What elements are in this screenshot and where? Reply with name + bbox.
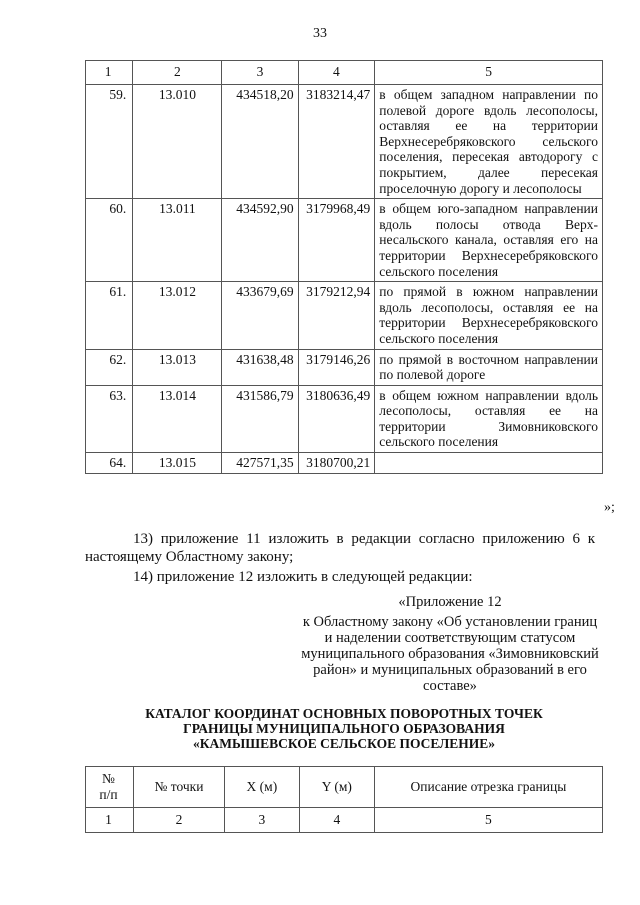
point-number: 13.013	[133, 349, 222, 385]
catalog-heading-line: КАТАЛОГ КООРДИНАТ ОСНОВНЫХ ПОВОРОТНЫХ ТОЧЕК	[145, 706, 543, 721]
paragraph-13: 13) приложение 11 изложить в редакции согласно приложению 6 к настоящему Областному закону;	[85, 531, 595, 565]
point-number: 13.014	[133, 385, 222, 452]
header-description: Описание отрезка границы	[374, 767, 602, 808]
column-number-row	[86, 808, 603, 833]
x-coordinate: 431638,48	[222, 349, 298, 385]
y-coordinate: 3179146,26	[298, 349, 375, 385]
y-coordinate: 3179968,49	[298, 199, 375, 282]
row-number: 60.	[86, 199, 133, 282]
segment-description: по прямой в восточном направлении по полевой дороге	[375, 349, 603, 385]
table-row	[86, 85, 603, 199]
appendix-title: «Приложение 12	[398, 594, 502, 610]
catalog-table	[85, 766, 603, 833]
paragraph-14: 14) приложение 12 изложить в следующей редакции:	[133, 569, 473, 585]
catalog-heading-line: «КАМЫШЕВСКОЕ СЕЛЬСКОЕ ПОСЕЛЕНИЕ»	[192, 736, 496, 751]
table-row	[86, 199, 603, 282]
page-number: 33	[313, 26, 327, 41]
point-number: 13.010	[133, 85, 222, 199]
row-number: 61.	[86, 282, 133, 349]
y-coordinate: 3180636,49	[298, 385, 375, 452]
header-cell: 1	[86, 61, 133, 85]
y-coordinate: 3183214,47	[298, 85, 375, 199]
row-number: 62.	[86, 349, 133, 385]
column-number: 2	[133, 808, 224, 833]
header-cell: 2	[133, 61, 222, 85]
x-coordinate: 434592,90	[222, 199, 298, 282]
row-number: 63.	[86, 385, 133, 452]
x-coordinate: 434518,20	[222, 85, 298, 199]
segment-description	[375, 453, 603, 474]
row-number: 59.	[86, 85, 133, 199]
table-header-row	[86, 61, 603, 85]
header-y: Y (м)	[299, 767, 374, 808]
table-row	[86, 349, 603, 385]
table-header-row	[86, 767, 603, 808]
header-number-sign: №	[102, 771, 115, 786]
appendix-reference: к Областному закону «Об установлении границ и наделении соответствующим статусом муниципального образования «Зимовниковский район» и муниципальных образований в его составе»	[301, 614, 599, 694]
row-number: 64.	[86, 453, 133, 474]
point-number: 13.015	[133, 453, 222, 474]
segment-description: в общем южном направлении вдоль лесополосы, оставляя ее на территории Зимовниковского сельского поселения	[375, 385, 603, 452]
table-row	[86, 385, 603, 452]
catalog-heading-line: ГРАНИЦЫ МУНИЦИПАЛЬНОГО ОБРАЗОВАНИЯ	[183, 721, 505, 736]
column-number: 3	[224, 808, 299, 833]
segment-description: в общем юго-западном направлении вдоль полосы отвода Верхнесальского канала, оставляя его на территории Верхнесеребряковского сельского поселения	[375, 199, 603, 282]
segment-description: в общем западном направлении по полевой дороге вдоль лесополосы, оставляя ее на территории Верхнесеребряковского сельского поселения, пересекая автодорогу с покрытием, далее пересекая проселочную дорогу и лесополосы	[375, 85, 603, 199]
coordinates-table-continued	[85, 60, 603, 474]
y-coordinate: 3180700,21	[298, 453, 375, 474]
header-number-abbr: п/п	[99, 787, 118, 802]
header-x: X (м)	[224, 767, 299, 808]
column-number: 1	[86, 808, 134, 833]
table-row	[86, 282, 603, 349]
y-coordinate: 3179212,94	[298, 282, 375, 349]
segment-description: по прямой в южном направлении вдоль лесополосы, оставляя ее на территории Верхнесеребряковского сельского поселения	[375, 282, 603, 349]
point-number: 13.012	[133, 282, 222, 349]
header-cell: 5	[375, 61, 603, 85]
header-point: № точки	[133, 767, 224, 808]
x-coordinate: 433679,69	[222, 282, 298, 349]
closing-quote-mark: »;	[604, 500, 615, 515]
header-number	[86, 767, 134, 808]
x-coordinate: 427571,35	[222, 453, 298, 474]
catalog-heading	[85, 706, 603, 751]
column-number: 5	[374, 808, 602, 833]
header-cell: 4	[298, 61, 375, 85]
x-coordinate: 431586,79	[222, 385, 298, 452]
column-number: 4	[299, 808, 374, 833]
table-row	[86, 453, 603, 474]
header-cell: 3	[222, 61, 298, 85]
point-number: 13.011	[133, 199, 222, 282]
